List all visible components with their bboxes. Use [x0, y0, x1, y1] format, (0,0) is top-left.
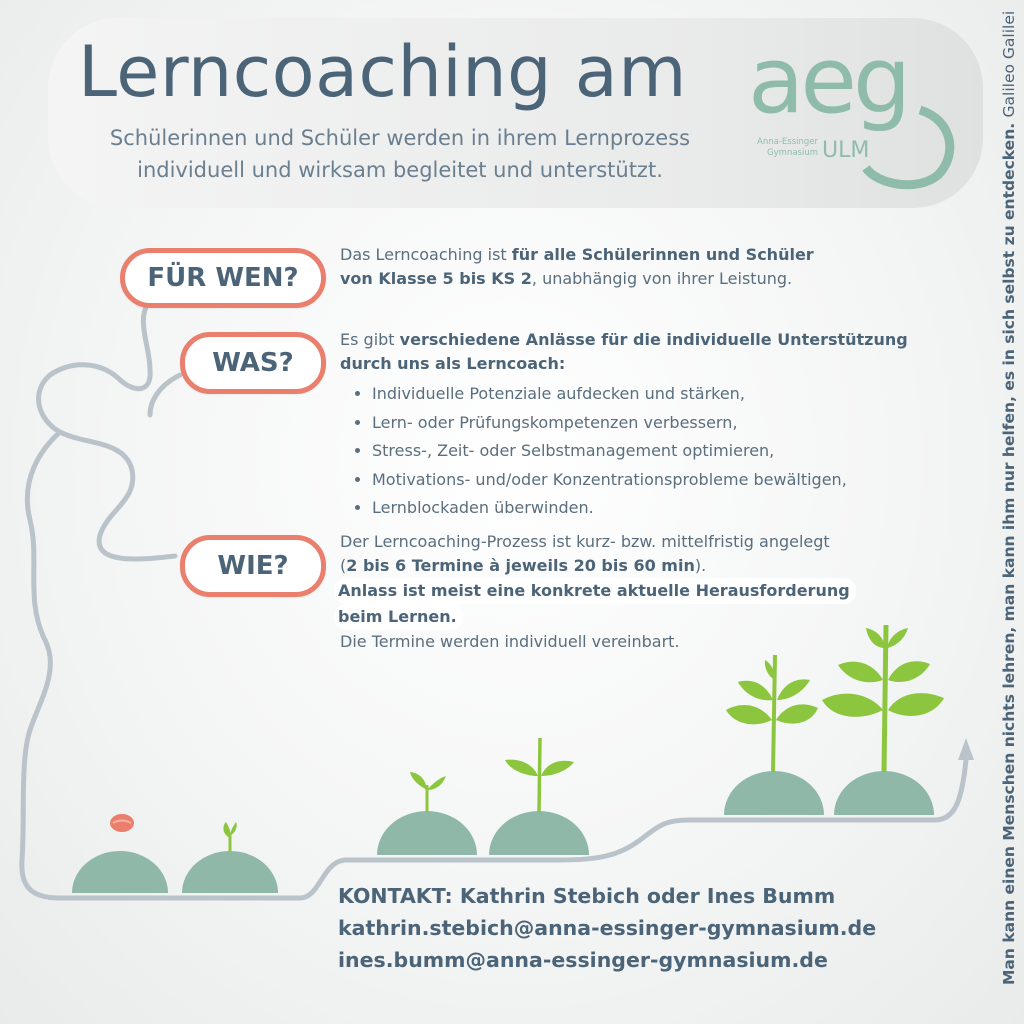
- side-quote: [1000, 10, 1018, 985]
- was-list: [340, 380, 960, 523]
- section-wie-text: [340, 530, 920, 654]
- logo-school-line-2: Gymnasium: [767, 148, 818, 158]
- list-item: • Individuelle Potenziale aufdecken und stärken,: [372, 380, 960, 409]
- mound-1: [72, 851, 168, 893]
- wie-line-4: Die Termine werden individuell vereinbart.: [340, 632, 680, 651]
- seedling-small-icon: [410, 772, 446, 812]
- wie-line-1: Der Lerncoaching-Prozess ist kurz- bzw. mittelfristig angelegt: [340, 532, 830, 551]
- logo-school-line-1: Anna-Essinger: [757, 137, 818, 147]
- section-fuer-wen-text: [340, 243, 900, 291]
- list-item: • Stress-, Zeit- oder Selbstmanagement optimieren,: [372, 437, 960, 466]
- contact-email-1[interactable]: kathrin.stebich@anna-essinger-gymnasium.de: [338, 916, 877, 940]
- wie-paren-open: (: [340, 556, 347, 575]
- wen-bold-2: von Klasse 5 bis KS 2: [340, 269, 532, 288]
- wie-line-2-bold: 2 bis 6 Termine à jeweils 20 bis 60 min: [346, 556, 695, 575]
- was-intro-bold: verschiedene Anlässe für die individuelle Unterstützung: [399, 330, 908, 349]
- wen-text-1: Das Lerncoaching ist: [340, 245, 512, 264]
- wie-highlight-2: beim Lernen.: [334, 604, 463, 630]
- was-intro-bold-2: durch uns als Lerncoach:: [340, 354, 566, 373]
- quote-text: Man kann einen Menschen nichts lehren, man kann ihm nur helfen, es in sich selbst zu entdecken.: [1000, 122, 1018, 985]
- contact-block: [338, 880, 876, 976]
- sprout-icon: [223, 822, 236, 852]
- quote-author: Galileo Galilei: [1000, 10, 1018, 118]
- mound-6: [834, 771, 934, 815]
- wie-highlight-1: Anlass ist meist eine konkrete aktuelle Herausforderung: [334, 578, 856, 604]
- list-item: • Lernblockaden überwinden.: [372, 494, 960, 523]
- contact-email-2[interactable]: ines.bumm@anna-essinger-gymnasium.de: [338, 948, 828, 972]
- wen-bold-1: für alle Schülerinnen und Schüler: [511, 245, 814, 264]
- wie-paren-close: ).: [694, 556, 707, 575]
- section-was-text: [340, 328, 960, 523]
- list-item: • Lern- oder Prüfungskompetenzen verbessern,: [372, 409, 960, 438]
- school-logo: [748, 40, 958, 190]
- contact-heading: KONTAKT: Kathrin Stebich oder Ines Bumm: [338, 884, 836, 908]
- young-plant-icon: [726, 655, 818, 772]
- list-item: • Motivations- und/oder Konzentrationsprobleme bewältigen,: [372, 466, 960, 495]
- logo-city: ULM: [822, 138, 870, 163]
- was-intro-plain: Es gibt: [340, 330, 400, 349]
- mound-2: [182, 851, 278, 893]
- mound-4: [489, 811, 589, 855]
- arrow-head-icon: [958, 738, 974, 760]
- wen-text-2: , unabhängig von ihrer Leistung.: [531, 269, 793, 288]
- label-fuer-wen: FÜR WEN?: [120, 248, 326, 308]
- label-was: WAS?: [180, 332, 326, 394]
- subtitle-line-1: Schülerinnen und Schüler werden in ihrem Lernprozess: [109, 126, 691, 150]
- logo-letters: aeg: [748, 40, 908, 134]
- mound-3: [377, 811, 477, 855]
- seedling-icon: [505, 738, 574, 812]
- page-title: Lerncoaching am: [78, 31, 687, 113]
- subtitle-line-2: individuell und wirksam begleitet und unterstützt.: [137, 158, 663, 182]
- mound-5: [724, 771, 824, 815]
- label-wie: WIE?: [180, 535, 326, 597]
